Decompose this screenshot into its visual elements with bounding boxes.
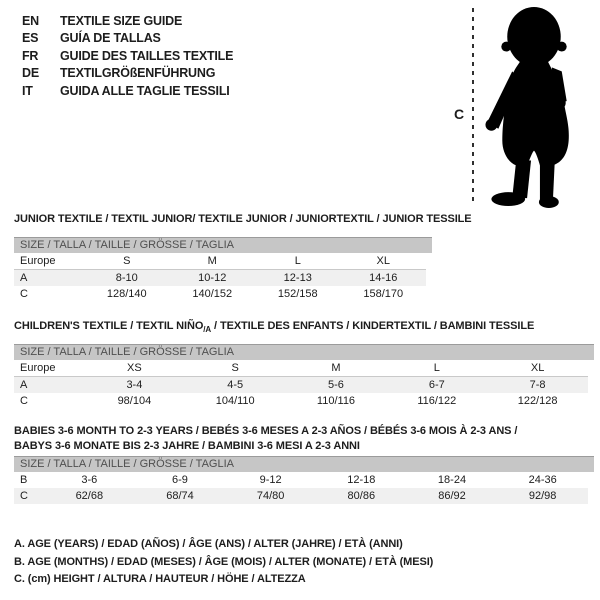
table-cell: 98/104 xyxy=(117,395,152,407)
table-cell: M xyxy=(331,362,341,374)
table-cell: Europe xyxy=(20,362,56,374)
language-title-list xyxy=(22,12,233,100)
table-cell: C xyxy=(20,288,28,300)
table-row xyxy=(14,377,588,393)
children-title-pre: CHILDREN'S TEXTILE / TEXTIL NIÑO xyxy=(14,320,204,332)
table-cell: 62/68 xyxy=(75,490,104,502)
table-cell: 6-7 xyxy=(428,379,445,391)
table-cell: C xyxy=(20,395,28,407)
table-cell: 74/80 xyxy=(256,490,285,502)
table-cell: 5-6 xyxy=(328,379,344,391)
table-cell: 68/74 xyxy=(166,490,194,502)
language-row-es xyxy=(22,30,233,48)
guide-title: TEXTILGRÖßENFÜHRUNG xyxy=(60,66,216,81)
language-code: FR xyxy=(22,48,39,63)
table-cell: 104/110 xyxy=(215,395,255,407)
junior-size-table xyxy=(14,237,426,302)
legend-note-a: A. AGE (YEARS) / EDAD (AÑOS) / ÂGE (ANS) / ALTER (JAHRE) / ETÀ (ANNI) xyxy=(14,538,403,550)
table-row xyxy=(14,360,588,377)
language-row-it xyxy=(22,82,233,100)
size-header-bar: SIZE / TALLA / TAILLE / GRÖSSE / TAGLIA xyxy=(14,344,594,360)
child-silhouette-icon xyxy=(478,4,590,210)
table-cell: 24-36 xyxy=(528,474,557,486)
children-title-sub: /A xyxy=(203,325,212,335)
table-cell: 3-4 xyxy=(126,379,143,391)
table-cell: 140/152 xyxy=(192,288,233,300)
child-silhouette-image xyxy=(478,4,590,210)
table-cell: 122/128 xyxy=(517,395,558,407)
table-cell: 110/116 xyxy=(316,395,356,407)
size-header-bar: SIZE / TALLA / TAILLE / GRÖSSE / TAGLIA xyxy=(14,456,594,472)
table-cell: L xyxy=(294,255,301,267)
babies-size-table xyxy=(14,456,588,504)
measure-label-c: C xyxy=(454,106,465,122)
language-row-de xyxy=(22,65,233,83)
height-measure-dashed-line xyxy=(472,8,474,204)
table-cell: 12-13 xyxy=(283,272,312,284)
children-section-title xyxy=(14,319,534,337)
table-cell: 86/92 xyxy=(438,490,466,502)
language-code: IT xyxy=(22,83,33,98)
table-row xyxy=(14,488,588,504)
table-cell: C xyxy=(20,490,28,502)
guide-title: GUIDA ALLE TAGLIE TESSILI xyxy=(60,83,230,98)
junior-section-title: JUNIOR TEXTILE / TEXTIL JUNIOR/ TEXTILE JUNIOR / JUNIORTEXTIL / JUNIOR TESSILE xyxy=(14,213,472,225)
table-row xyxy=(14,253,426,270)
table-cell: XS xyxy=(127,362,142,374)
table-cell: A xyxy=(20,272,28,284)
language-code: DE xyxy=(22,66,39,81)
table-cell: S xyxy=(123,255,131,267)
table-cell: L xyxy=(433,362,440,374)
table-cell: 128/140 xyxy=(106,288,147,300)
guide-title: GUÍA DE TALLAS xyxy=(60,31,161,46)
table-cell: 92/98 xyxy=(528,490,557,502)
guide-title: GUIDE DES TAILLES TEXTILE xyxy=(60,48,234,63)
language-row-en xyxy=(22,12,233,30)
table-cell: A xyxy=(20,379,28,391)
legend-note-c: C. (cm) HEIGHT / ALTURA / HAUTEUR / HÖHE / ALTEZZA xyxy=(14,573,306,585)
table-cell: 10-12 xyxy=(198,272,227,284)
table-cell: Europe xyxy=(20,255,56,267)
children-title-post: / TEXTILE DES ENFANTS / KINDERTEXTIL / BAMBINI TESSILE xyxy=(211,320,535,332)
legend-notes xyxy=(14,536,433,589)
table-cell: XL xyxy=(530,362,545,374)
table-row xyxy=(14,393,588,409)
table-cell: M xyxy=(207,255,217,267)
children-size-table xyxy=(14,344,588,409)
language-row-fr xyxy=(22,47,233,65)
table-cell: B xyxy=(20,474,28,486)
guide-title: TEXTILE SIZE GUIDE xyxy=(60,13,183,28)
table-cell: 6-9 xyxy=(172,474,188,486)
babies-title-line1: BABIES 3-6 MONTH TO 2-3 YEARS / BEBÉS 3-6 MESES A 2-3 AÑOS / BÉBÉS 3-6 MOIS À 2-3 ANS / xyxy=(14,425,518,437)
table-cell: 7-8 xyxy=(529,379,546,391)
table-cell: 80/86 xyxy=(347,490,376,502)
table-cell: XL xyxy=(376,255,390,267)
legend-note-b: B. AGE (MONTHS) / EDAD (MESES) / ÂGE (MOIS) / ALTER (MONATE) / ETÀ (MESI) xyxy=(14,555,434,568)
babies-title-line2: BABYS 3-6 MONATE BIS 2-3 JAHRE / BAMBINI 3-6 MESI A 2-3 ANNI xyxy=(14,440,360,452)
table-cell: 8-10 xyxy=(115,272,138,284)
table-row xyxy=(14,286,426,302)
language-code: EN xyxy=(22,13,39,28)
table-cell: 152/158 xyxy=(277,288,318,300)
table-cell: 116/122 xyxy=(417,395,457,407)
language-code: ES xyxy=(22,31,39,46)
table-cell: 18-24 xyxy=(437,474,467,486)
table-cell: 3-6 xyxy=(81,474,98,486)
table-cell: 9-12 xyxy=(259,474,282,486)
table-cell: 14-16 xyxy=(369,272,398,284)
table-row xyxy=(14,472,588,488)
table-cell: 158/170 xyxy=(363,288,404,300)
table-cell: S xyxy=(231,362,239,374)
table-cell: 12-18 xyxy=(347,474,376,486)
table-row xyxy=(14,270,426,286)
table-cell: 4-5 xyxy=(227,379,244,391)
size-header-bar: SIZE / TALLA / TAILLE / GRÖSSE / TAGLIA xyxy=(14,237,432,253)
babies-section-title xyxy=(14,424,517,454)
